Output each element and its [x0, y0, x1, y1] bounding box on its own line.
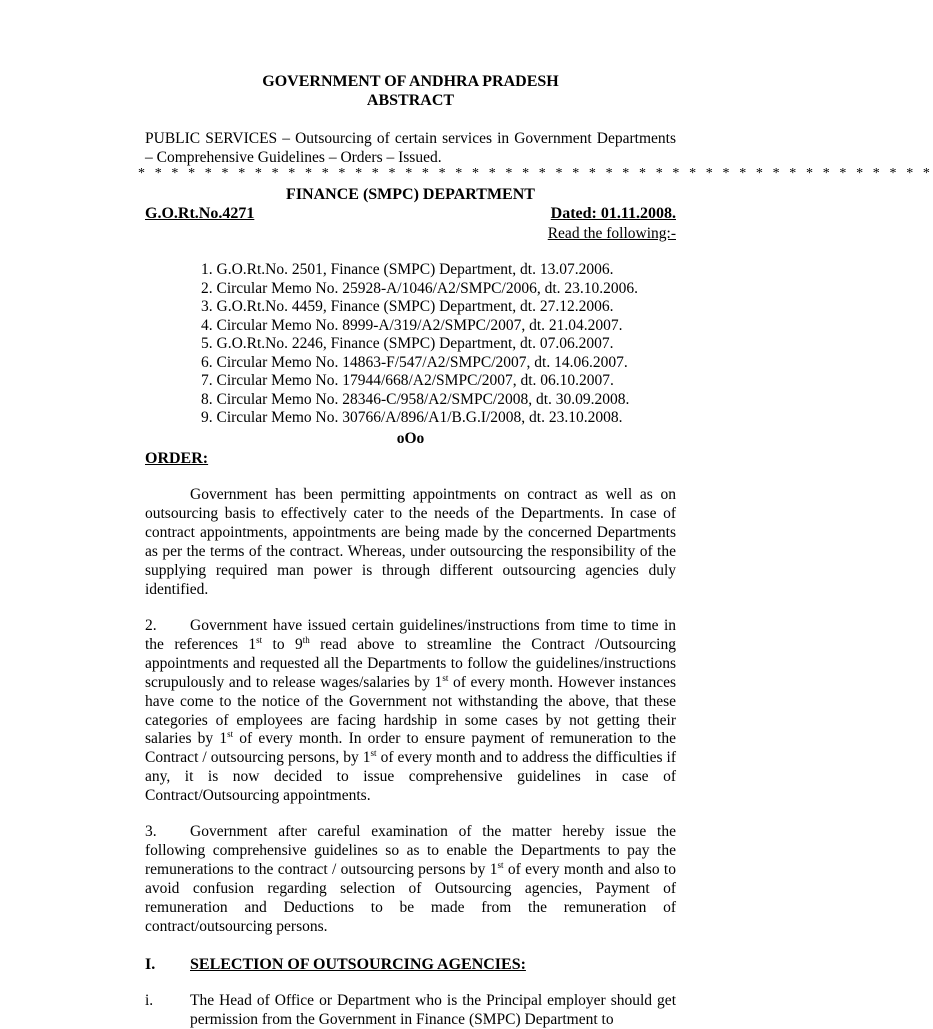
reference-item: 9. Circular Memo No. 30766/A/896/A1/B.G.I/2008, dt. 23.10.2008. — [201, 409, 623, 426]
section-number: I. — [145, 956, 156, 973]
paragraph-3: 3. Government after careful examination of the matter hereby issue the following comprehensive guidelines so as to enable the Departments to pay the remunerations to the contract / outsourcing persons by 1st of every month and also to avoid confusion regarding selection of Outsourcing agencies, Payment of remuneration and Deductions to be made from the remuneration of contract/outsourcing persons. — [145, 823, 676, 935]
paragraph-2: 2. Government have issued certain guidelines/instructions from time to time in the references 1st to 9th read above to streamline the Contract /Outsourcing appointments and requested all the Departments to follow the guidelines/instructions scrupulously and to release wages/salaries by 1st of every month. However instances have come to the notice of the Government not withstanding the above, that these categories of employees are facing hardship in some cases by not getting their salaries by 1st of every month. In order to ensure payment of remuneration to the Contract / outsourcing persons, by 1st of every month and to address the difficulties if any, it is now decided to issue comprehensive guidelines in case of Contract/Outsourcing appointments. — [145, 617, 676, 805]
section-title: SELECTION OF OUTSOURCING AGENCIES: — [190, 956, 526, 973]
reference-item: 7. Circular Memo No. 17944/668/A2/SMPC/2007, dt. 06.10.2007. — [201, 372, 614, 389]
list-item-text: The Head of Office or Department who is the Principal employer should get permission from the Government in Finance (SMPC) Department to — [190, 992, 676, 1028]
star-separator: * * * * * * * * * * * * * * * * * * * * * * * * * * * * * * * * * * * * * * * * * * * * * * * * — [138, 166, 933, 181]
paragraph-2-number: 2. — [145, 617, 157, 634]
dated: Dated: 01.11.2008. — [550, 205, 676, 222]
go-number: G.O.Rt.No.4271 — [145, 205, 255, 222]
department-heading: FINANCE (SMPC) DEPARTMENT — [286, 186, 535, 203]
reference-item: 8. Circular Memo No. 28346-C/958/A2/SMPC/2008, dt. 30.09.2008. — [201, 390, 630, 408]
paragraph-1 — [145, 486, 676, 599]
reference-list — [201, 261, 671, 428]
paragraph-3-number: 3. — [145, 823, 157, 840]
order-heading: ORDER: — [145, 450, 209, 467]
reference-item: 5. G.O.Rt.No. 2246, Finance (SMPC) Department, dt. 07.06.2007. — [201, 335, 614, 352]
divider-mark: oOo — [396, 430, 425, 447]
abstract-heading: ABSTRACT — [366, 92, 455, 109]
subject-line: PUBLIC SERVICES – Outsourcing of certain services in Government Departments – Comprehensive Guidelines – Orders – Issued. — [145, 130, 676, 166]
reference-item: 6. Circular Memo No. 14863-F/547/A2/SMPC/2007, dt. 14.06.2007. — [201, 353, 628, 371]
reference-item: 1. G.O.Rt.No. 2501, Finance (SMPC) Department, dt. 13.07.2006. — [201, 261, 614, 278]
paragraph-1-text: Government has been permitting appointments on contract as well as on outsourcing basis to effectively cater to the needs of the Departments. In case of contract appointments, appointments are being made by the concerned Departments as per the terms of the contract. Whereas, under outsourcing the responsibility of the supplying required man power is through different outsourcing agencies duly identified. — [145, 486, 676, 598]
list-item-number: i. — [145, 992, 154, 1009]
reference-item: 2. Circular Memo No. 25928-A/1046/A2/SMPC/2006, dt. 23.10.2006. — [201, 279, 639, 297]
government-heading: GOVERNMENT OF ANDHRA PRADESH — [262, 73, 559, 90]
reference-item: 4. Circular Memo No. 8999-A/319/A2/SMPC/2007, dt. 21.04.2007. — [201, 316, 623, 334]
reference-item: 3. G.O.Rt.No. 4459, Finance (SMPC) Department, dt. 27.12.2006. — [201, 298, 614, 315]
read-following: Read the following:- — [547, 225, 676, 242]
section-heading — [145, 955, 526, 975]
list-item — [145, 991, 676, 1029]
